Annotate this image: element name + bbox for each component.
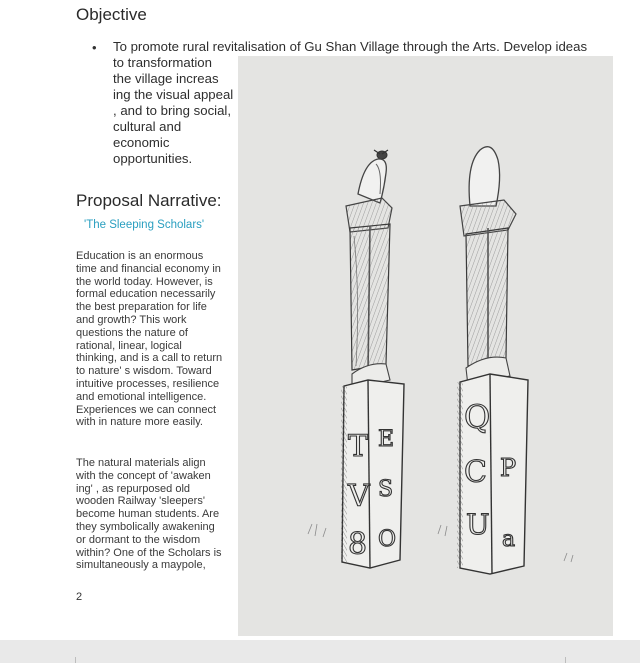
narrative-line: Education is an enormous: [76, 250, 204, 262]
narrative-line: The natural materials align: [76, 457, 206, 469]
narrative-line: to nature' s wisdom. Toward: [76, 365, 212, 378]
narrative-line: rational, linear, logical: [76, 339, 182, 352]
page-edge-mark: [565, 657, 566, 663]
narrative-line: within? One of the Scholars is: [76, 546, 222, 559]
narrative-line: questions the nature of: [76, 326, 188, 339]
narrative-paragraph-1: [76, 250, 236, 429]
sketch-letter: E: [378, 427, 395, 452]
sketch-letter: a: [502, 527, 516, 552]
sketch-letter: U: [466, 508, 490, 541]
narrative-line: and growth? This work: [76, 313, 187, 326]
narrative-line: with the concept of 'awaken: [76, 469, 211, 482]
narrative-line: they symbolically awakening: [76, 520, 215, 533]
narrative-line: become human students. Are: [76, 508, 220, 521]
artwork-title: 'The Sleeping Scholars': [84, 219, 205, 231]
narrative-line: or dormant to the wisdom: [76, 533, 201, 546]
page-number: 2: [76, 591, 83, 603]
narrative-line: formal education necessarily: [76, 288, 216, 301]
narrative-paragraph-2: [76, 457, 236, 572]
page-edge-mark: [75, 657, 76, 663]
page-gap: [0, 640, 640, 663]
narrative-line: and emotional intelligence.: [76, 390, 207, 403]
sketch-letter: V: [348, 479, 370, 514]
proposal-narrative-heading: Proposal Narrative:: [76, 191, 222, 210]
narrative-line: ing' , as repurposed old: [76, 482, 191, 495]
scholars-sketch-image: [238, 56, 613, 636]
narrative-line: the best preparation for life: [76, 301, 207, 314]
objective-line: ing the visual appeal: [113, 87, 234, 102]
objective-line: economic: [113, 135, 170, 150]
narrative-line: simultaneously a maypole,: [76, 559, 206, 572]
narrative-line: intuitive processes, resilience: [76, 377, 220, 390]
narrative-line: with in nature more easily.: [76, 416, 203, 429]
objective-line: to transformation: [113, 55, 212, 70]
sketch-letter: 8: [348, 527, 368, 562]
narrative-line: thinking, and is a call to return: [76, 352, 223, 365]
narrative-line: wooden Railway 'sleepers': [76, 495, 205, 508]
narrative-line: time and financial economy in: [76, 262, 221, 275]
objective-line: opportunities.: [113, 151, 193, 166]
objective-bullet: •: [92, 40, 97, 55]
bird-icon: [374, 150, 388, 159]
objective-line: To promote rural revitalisation of Gu Shan Village through the Arts. Develop ideas: [113, 39, 588, 54]
sketch-letter: C: [464, 455, 487, 490]
objective-heading: Objective: [76, 5, 147, 24]
objective-line: the village increas: [113, 71, 219, 86]
narrative-line: Experiences we can connect: [76, 403, 217, 416]
sketch-drawing: [238, 56, 613, 636]
sketch-letter: S: [378, 477, 394, 502]
objective-line: , and to bring social,: [113, 103, 232, 118]
narrative-line: the world today. However, is: [76, 275, 213, 288]
sketch-letter: T: [348, 429, 369, 464]
sketch-letter: O: [378, 527, 397, 552]
sketch-letter: P: [500, 454, 517, 482]
sketch-letter: Q: [464, 398, 491, 436]
objective-line: cultural and: [113, 119, 182, 134]
